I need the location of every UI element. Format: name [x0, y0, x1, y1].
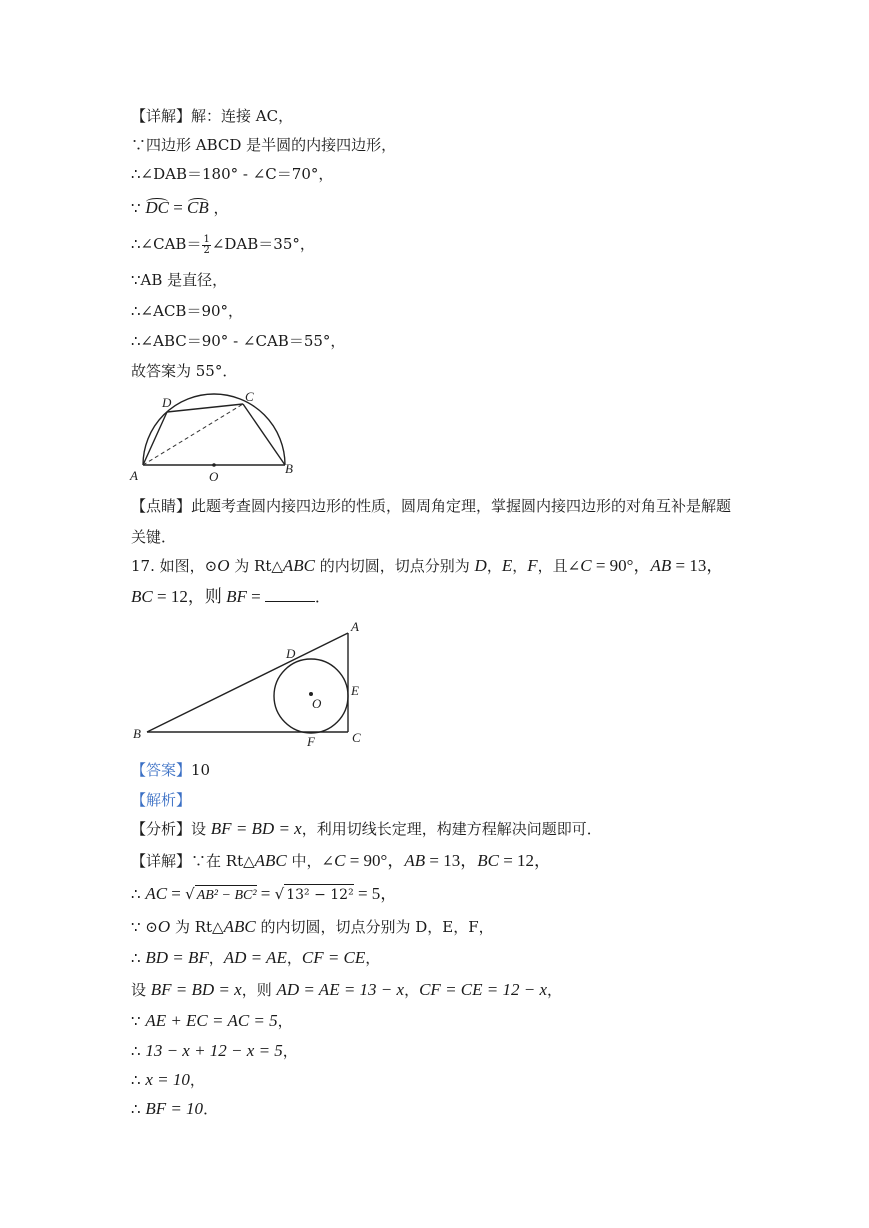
label: 【分析】 [131, 820, 192, 838]
m: BC [131, 587, 153, 606]
answer-value: 10 [191, 761, 211, 779]
text: = [168, 198, 188, 217]
p17-detail-1 [131, 851, 551, 871]
text: 为 Rt△ [170, 918, 224, 936]
text: ， [208, 949, 224, 967]
segment-dc [167, 404, 243, 412]
m: = [256, 884, 275, 903]
p16-line-6: ∵AB 是直径， [131, 271, 228, 289]
p16-note-1: 【点睛】此题考查圆内接四边形的性质，圆周角定理，掌握圆内接四边形的对角互补是解题 [131, 497, 732, 515]
p16-line-1: 【详解】解：连接 AC， [131, 107, 294, 125]
fraction-half [202, 235, 210, 256]
m: CF = CE = 12 − x [419, 980, 548, 999]
m: ABC [282, 556, 315, 575]
text: ∴∠CAB＝ [131, 235, 202, 253]
m: C [334, 851, 346, 870]
m: = 90°， [345, 851, 405, 870]
p17-detail-2 [131, 884, 397, 906]
label-c: C [352, 730, 361, 745]
p17-detail-6 [131, 1011, 293, 1031]
m: = 12， [498, 851, 552, 870]
label-c: C [245, 389, 254, 404]
text: ． [314, 588, 330, 606]
m: O [157, 917, 171, 936]
text: ，利用切线长定理，构建方程解决问题即可． [301, 820, 602, 838]
text: ， [486, 557, 502, 575]
m: AC [145, 884, 168, 903]
p17-detail-5 [131, 980, 562, 1000]
text: 设 [131, 981, 151, 999]
m: = [167, 884, 186, 903]
text: ，且∠ [537, 557, 581, 575]
p16-line-8: ∴∠ABC＝90° - ∠CAB＝55°， [131, 332, 346, 350]
m: CF = CE [301, 948, 366, 967]
m: = 90°， [591, 556, 651, 575]
answer-blank [265, 587, 315, 602]
denominator: 2 [203, 244, 210, 256]
label: 【详解】 [131, 852, 192, 870]
sqrt-content: AB² − BC² [195, 885, 257, 906]
m: BC [477, 851, 499, 870]
text: 17. 如图，⊙ [131, 557, 218, 575]
m: x = 10 [145, 1070, 190, 1089]
p17-analysis [131, 819, 602, 839]
p17-detail-7 [131, 1041, 298, 1061]
m: C [580, 556, 592, 575]
m: BF = 10 [145, 1099, 204, 1118]
m: = [246, 587, 265, 606]
label-d: D [162, 395, 172, 410]
text: ∵在 Rt△ [191, 852, 255, 870]
p17-detail-9 [131, 1099, 218, 1119]
text: ∵ [131, 199, 146, 217]
p16-line-9: 故答案为 55°． [131, 362, 238, 380]
text: ， [282, 1042, 298, 1060]
label-b: B [285, 461, 293, 476]
m: = 12，则 [152, 587, 227, 606]
center-o-dot [212, 463, 216, 467]
m: BD = BF [145, 948, 209, 967]
p16-line-5 [131, 234, 315, 256]
label-e: E [351, 683, 359, 698]
p16-line-4 [131, 198, 229, 218]
text: ， [512, 557, 528, 575]
m: AB [404, 851, 426, 870]
arc-cb: CB [187, 198, 209, 217]
label-a: A [351, 619, 359, 634]
m: BF = BD = x [150, 980, 242, 999]
text: ， [365, 949, 381, 967]
incircle-figure [130, 615, 370, 750]
p16-line-2: ∵四边形 ABCD 是半圆的内接四边形， [131, 136, 397, 154]
p17-detail-3 [131, 917, 494, 937]
m: O [217, 556, 230, 575]
label-o: O [209, 469, 219, 484]
text: 为 Rt△ [229, 557, 283, 575]
text: ∴ [131, 885, 146, 903]
m: BF = BD = x [210, 819, 302, 838]
side-ab [147, 633, 348, 732]
semicircle-figure [130, 385, 305, 485]
text: ， [189, 1071, 205, 1089]
text: 设 [191, 820, 211, 838]
p17-analysis-label: 【解析】 [131, 791, 192, 809]
m: = 5， [353, 884, 398, 903]
text: ． [203, 1100, 219, 1118]
text: ， [208, 199, 229, 217]
sqrt-content: 13² − 12² [284, 884, 353, 905]
p17-detail-4 [131, 948, 380, 968]
numerator: 1 [203, 233, 210, 245]
m: E [501, 556, 513, 575]
label-d: D [286, 646, 296, 661]
m: ABC [254, 851, 287, 870]
text: ， [404, 981, 420, 999]
dashed-ac [143, 404, 243, 465]
p16-line-7: ∴∠ACB＝90°， [131, 302, 244, 320]
text: ，则 [241, 981, 277, 999]
text: ∴ [131, 1100, 146, 1118]
text: 的内切圆，切点分别为 [315, 557, 475, 575]
text: ， [277, 1012, 293, 1030]
m: 13 − x + 12 − x = 5 [145, 1041, 283, 1060]
m: D [474, 556, 487, 575]
p17-question-line-2 [131, 587, 330, 607]
text: 中，∠ [286, 852, 335, 870]
m: AB [650, 556, 672, 575]
m: = 13， [425, 851, 478, 870]
m: F [527, 556, 538, 575]
m: AD = AE [223, 948, 287, 967]
label-f: F [307, 734, 315, 749]
m: ABC [223, 917, 256, 936]
sqrt-sign: √ [274, 885, 285, 903]
m: AD = AE = 13 − x [276, 980, 405, 999]
p16-note-2: 关键． [131, 528, 177, 546]
label-a: A [130, 468, 138, 483]
p17-detail-8 [131, 1070, 205, 1090]
m: BF [226, 587, 247, 606]
label-b: B [133, 726, 141, 741]
arc-dc: DC [145, 198, 169, 217]
answer-label: 【答案】 [131, 761, 192, 779]
p17-answer [131, 760, 210, 780]
text: ∵ ⊙ [131, 918, 158, 936]
text: ∵ [131, 1012, 146, 1030]
segment-ad [143, 412, 167, 465]
p17-question-line-1 [131, 556, 723, 576]
sqrt-sign: √ [185, 885, 195, 903]
text: ∴ [131, 1071, 146, 1089]
m: = 13， [671, 556, 724, 575]
text: ， [547, 981, 563, 999]
text: ∴ [131, 949, 146, 967]
text: ， [286, 949, 302, 967]
p16-line-3: ∴∠DAB＝180° - ∠C＝70°， [131, 165, 334, 183]
label-o: O [312, 696, 322, 711]
text: ∠DAB＝35°， [211, 235, 315, 253]
m: AE + EC = AC = 5 [145, 1011, 278, 1030]
text: 的内切圆，切点分别为 D，E，F， [255, 918, 494, 936]
text: ∴ [131, 1042, 146, 1060]
